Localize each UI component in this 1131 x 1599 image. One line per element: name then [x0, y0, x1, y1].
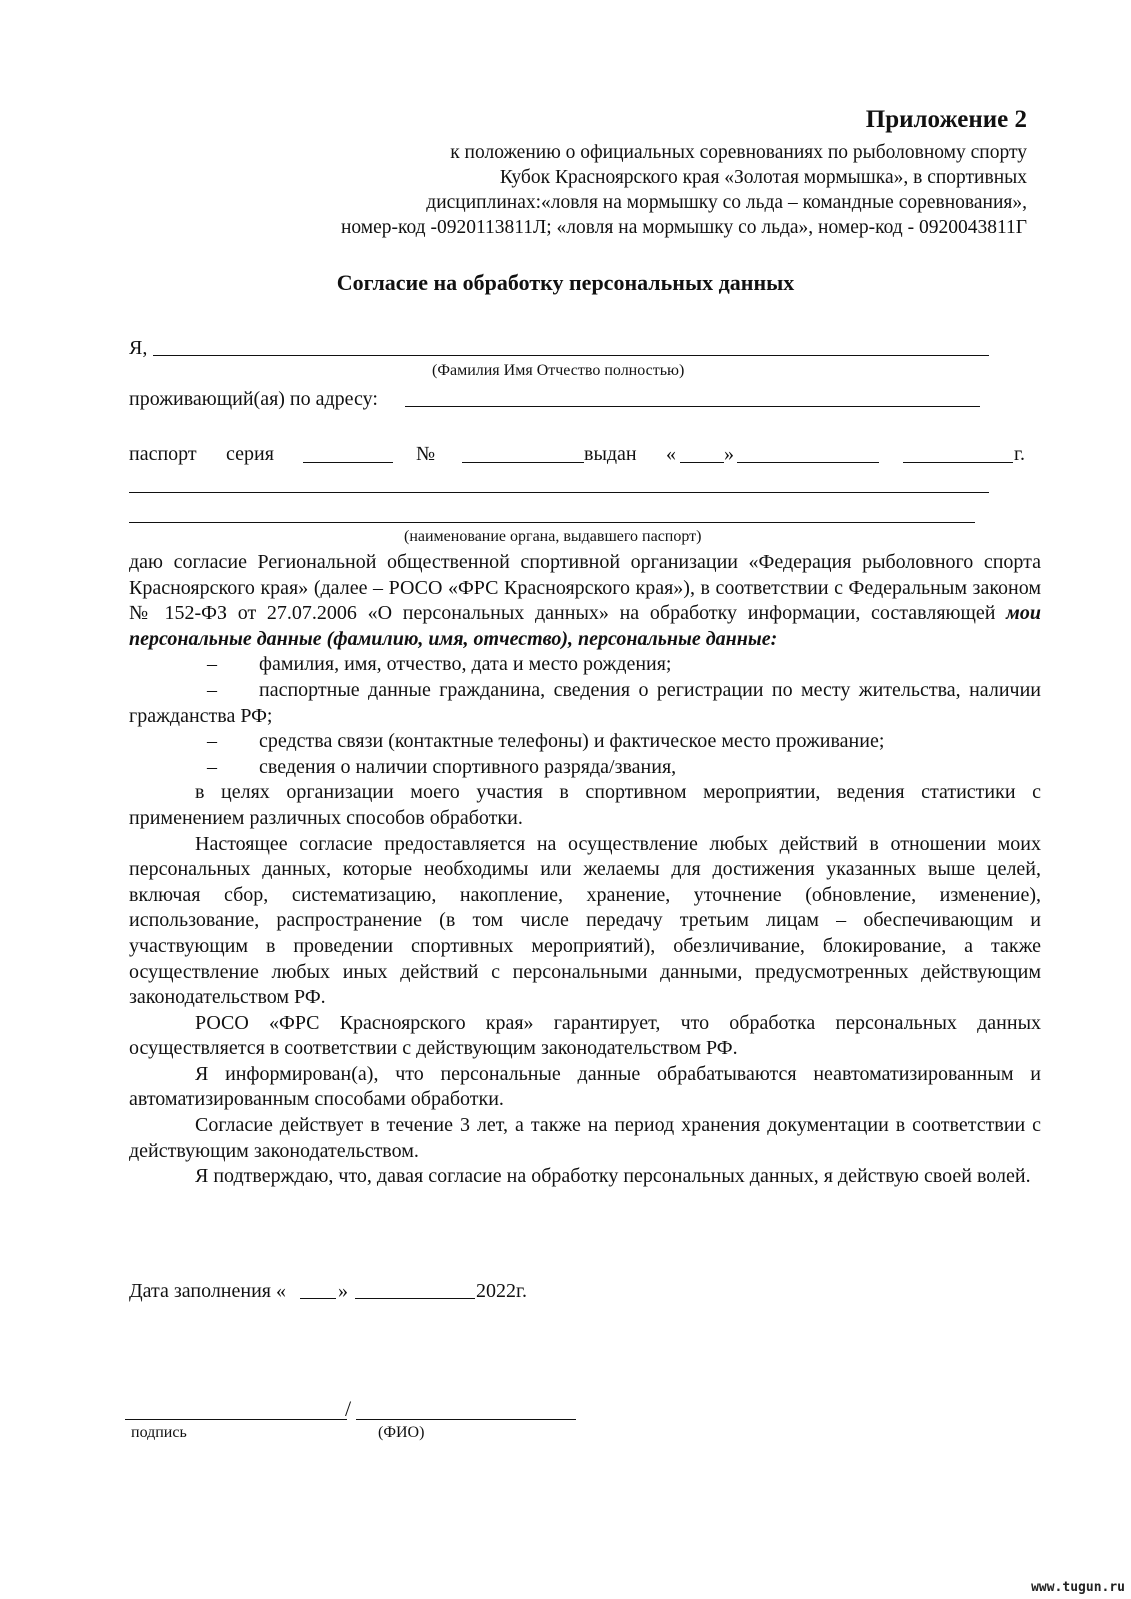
site-watermark: www.tugun.ru [1031, 1580, 1125, 1595]
fill-date-close-quote: » [338, 1280, 348, 1302]
fill-month-field[interactable] [355, 1298, 475, 1299]
intro-text: даю согласие Региональной общественной спортивной организации «Федерация рыболовного спорта Красноярского края» (далее – РОСО «ФРС Красноярского края»), в соответствии с Федеральным законом № 152-ФЗ от 27.07.2006 «О персональных данных» на обработку информации, составляющей [129, 551, 1041, 625]
list-item [129, 755, 1041, 781]
fill-day-field[interactable] [300, 1298, 336, 1299]
address-label: проживающий(ая) по адресу: [129, 388, 378, 410]
list-item [129, 678, 1041, 729]
series-label: серия [226, 443, 274, 465]
paragraph: в целях организации моего участия в спортивном мероприятии, ведения статистики с применением различных способов обработки. [129, 781, 1041, 829]
document-title: Согласие на обработку персональных данных [336, 270, 795, 295]
signature-slash: / [345, 1396, 352, 1421]
fio-field[interactable] [153, 355, 989, 356]
signature-label: подпись [131, 1424, 187, 1441]
appendix-line: номер-код -0920113811Л; «ловля на мормышку со льда», номер-код - 0920043811Г [340, 217, 1027, 238]
intro-emphasis: мои персональные данные (фамилию, имя, отчество), персональные данные: [129, 602, 1041, 650]
passport-label: паспорт [129, 443, 197, 465]
fio-hint: (Фамилия Имя Отчество полностью) [432, 362, 685, 379]
paragraph: РОСО «ФРС Красноярского края» гарантирует, что обработка персональных данных осуществляется в соответствии с действующим законодательством РФ. [129, 1011, 1041, 1060]
paragraph: Я подтверждаю, что, давая согласие на обработку персональных данных, я действую своей волей. [195, 1165, 1031, 1188]
issuer-field-line-2[interactable] [129, 522, 975, 523]
paragraph: Я информирован(а), что персональные данные обрабатываются неавтоматизированным и автоматизированным способами обработки. [129, 1062, 1041, 1111]
list-item-text: фамилия, имя, отчество, дата и место рождения; [259, 653, 672, 676]
appendix-line: дисциплинах:«ловля на мормышку со льда – командные соревнования», [426, 192, 1027, 213]
list-item-text: паспортные данные гражданина, сведения о регистрации по месту жительства, наличии гражданства РФ; [129, 678, 1041, 727]
dash-marker: – [207, 755, 217, 778]
consent-body [129, 550, 1041, 1190]
paragraph: Настоящее согласие предоставляется на осуществление любых действий в отношении моих персональных данных, которые необходимы или желаемы для достижения указанных выше целей, включая сбор, систематизацию, накопление, хранение, уточнение (обновление, изменение), использование, распространение (в том числе передачу третьим лицам – обеспечивающим и участвующим в проведении спортивных мероприятий), обезличивание, блокирование, а также осуществление любых иных действий с персональными данными, предусмотренных действующим законодательством РФ. [129, 832, 1041, 1009]
dash-marker: – [207, 678, 217, 701]
issue-date-close-quote: » [724, 443, 734, 465]
number-label: № [416, 443, 436, 465]
issue-month-field[interactable] [737, 462, 879, 463]
year-suffix: г. [1014, 443, 1025, 465]
fio-label: (ФИО) [378, 1424, 425, 1441]
list-item [129, 652, 1041, 678]
issue-day-field[interactable] [680, 462, 724, 463]
fill-date-label: Дата заполнения « [129, 1280, 286, 1302]
paragraph: Согласие действует в течение 3 лет, а также на период хранения документации в соответствии с действующим законодательством. [129, 1114, 1041, 1162]
i-label: Я, [129, 337, 148, 359]
signature-fio-field[interactable] [356, 1419, 576, 1420]
appendix-line: Кубок Красноярского края «Золотая мормышка», в спортивных [499, 167, 1027, 188]
appendix-line: к положению о официальных соревнованиях по рыболовному спорту [450, 142, 1027, 163]
issued-label: выдан [584, 443, 637, 465]
dash-marker: – [207, 730, 217, 753]
issuer-hint: (наименование органа, выдавшего паспорт) [404, 528, 702, 545]
issuer-field-line-1[interactable] [129, 492, 989, 493]
list-item-text: сведения о наличии спортивного разряда/звания, [259, 755, 677, 778]
issue-year-field[interactable] [903, 462, 1013, 463]
passport-series-field[interactable] [303, 462, 393, 463]
fill-year: 2022г. [476, 1280, 527, 1302]
consent-intro [129, 550, 1041, 652]
address-field[interactable] [405, 406, 980, 407]
dash-marker: – [207, 653, 217, 676]
issue-date-open-quote: « [666, 443, 676, 465]
appendix-title: Приложение 2 [865, 106, 1027, 133]
signature-field[interactable] [125, 1419, 347, 1420]
passport-number-field[interactable] [462, 462, 584, 463]
list-item [129, 729, 1041, 755]
list-item-text: средства связи (контактные телефоны) и фактическое место проживание; [259, 730, 885, 753]
